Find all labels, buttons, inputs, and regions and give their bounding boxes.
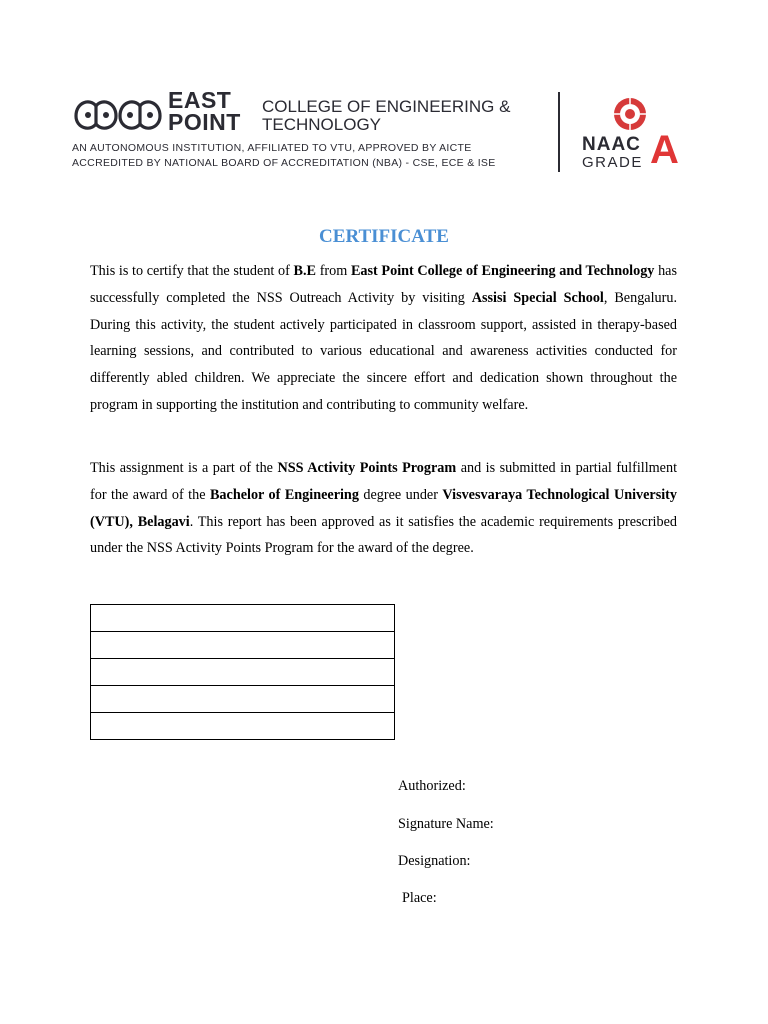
p1-text-4: , Bengaluru. During this activity, the student actively participated in classroom support, assisted in therapy-based learning sessions, and contributed to various educational and awareness activities conducted for differently abled children. We appreciate the sincere effort and dedication shown throughout the program in supporting the institution and contributing to community welfare. [90,289,677,413]
college-line-2: TECHNOLOGY [262,115,382,134]
signature-name-label: Signature Name: [398,816,494,832]
table-row [91,686,395,713]
grade-letter: A [650,128,679,172]
table-cell [91,632,395,659]
p2-text-4: . This report has been approved as it satisfies the academic requirements prescribed under the NSS Activity Points Program for the award of the degree. [90,513,677,557]
place-label: Place: [402,890,437,906]
p1-text-3: has successfully completed the NSS Outreach Activity by visiting [90,263,677,306]
letterhead [72,87,692,182]
table-cell [91,605,395,632]
authorized-label: Authorized: [398,778,466,794]
grade-label: GRADE [582,154,643,171]
student-details-table [90,604,395,740]
p1-text-2: from [316,263,351,279]
table-row [91,605,395,632]
college-name [262,98,510,134]
p1-school: Assisi Special School [471,289,604,306]
naac-seal-icon [612,96,648,132]
p1-college: East Point College of Engineering and Technology [350,263,655,279]
p1-degree: B.E [293,263,317,279]
certificate-title: CERTIFICATE [319,226,449,247]
p2-university: Visvesvaraya Technological University (VTU), Belagavi [90,486,677,530]
p2-text-3: degree under [358,486,443,503]
table-cell [91,659,395,686]
p2-program: NSS Activity Points Program [277,460,457,476]
brand-point: POINT [168,109,241,135]
header-divider [558,92,560,172]
certificate-paragraph-1 [90,258,677,419]
table-cell [91,686,395,713]
table-row [91,713,395,740]
east-point-logo-icon [72,94,164,134]
table-cell [91,713,395,740]
p2-text-2: and is submitted in partial fulfillment for the award of the [90,460,678,503]
p2-text-1: This assignment is a part of the [90,460,278,476]
p2-degree: Bachelor of Engineering [209,486,359,503]
college-line-1: COLLEGE OF ENGINEERING & [262,97,511,116]
accreditation-line: ACCREDITED BY NATIONAL BOARD OF ACCREDITATION (NBA) - CSE, ECE & ISE [72,157,496,169]
table-row [91,659,395,686]
affiliation-line: AN AUTONOMOUS INSTITUTION, AFFILIATED TO VTU, APPROVED BY AICTE [72,142,472,154]
brand-east: EAST [168,87,232,113]
designation-label: Designation: [398,853,471,869]
table-row [91,632,395,659]
naac-label: NAAC [582,134,641,155]
certificate-paragraph-2 [90,455,677,562]
p1-text-1: This is to certify that the student of [90,263,294,279]
